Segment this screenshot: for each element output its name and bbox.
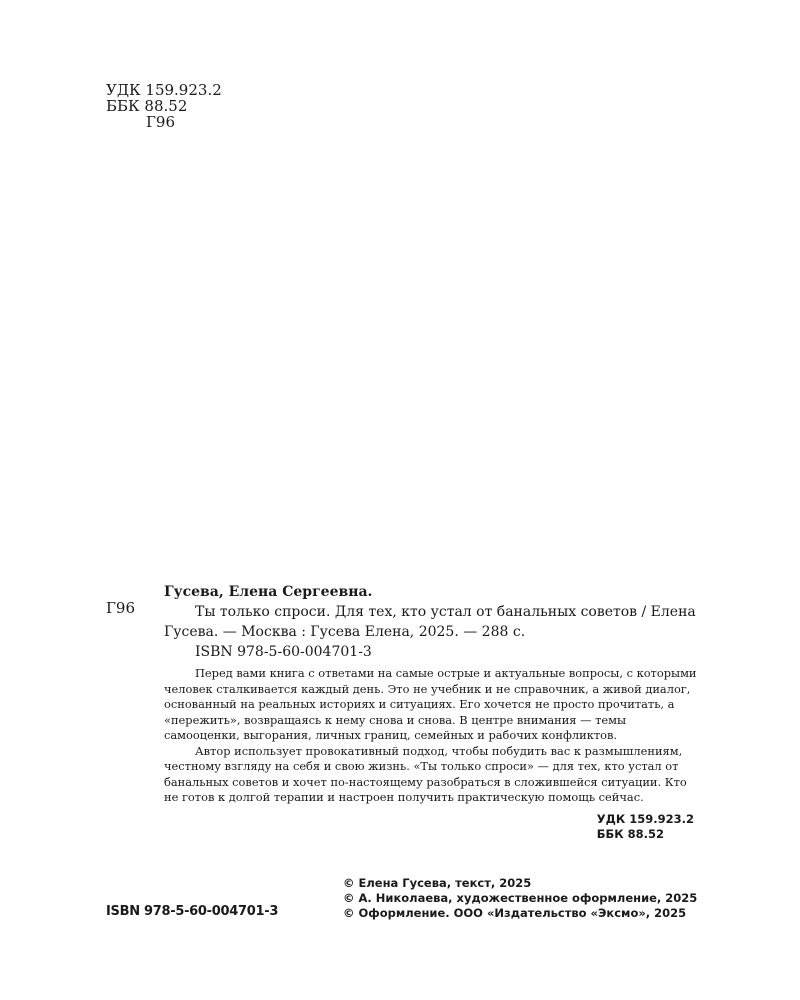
abstract-paragraph: Перед вами книга с ответами на самые острые и актуальные вопросы, с которыми человек сталкивается каждый день. Это не учебник и не справочник, а живой диалог, основанный на реальных историях и ситуациях. Его хочется не просто прочитать, а «пережить», возвращаясь к нему снова и снова. В центре внимания — темы самооценки, выгорания, личных границ, семейных и рабочих конфликтов.	[164, 666, 697, 742]
abstract	[164, 666, 702, 806]
udk-code: УДК 159.923.2	[106, 81, 222, 99]
copyright-line: © Оформление. ООО «Издательство «Эксмо», 2025	[343, 906, 687, 920]
bbk-code: ББК 88.52	[106, 97, 188, 115]
copyright-block	[343, 876, 697, 921]
bbk-code: ББК 88.52	[596, 827, 665, 841]
author-mark-side: Г96	[106, 599, 136, 617]
author-mark: Г96	[146, 113, 176, 131]
classification-codes-top	[106, 82, 222, 130]
title-description: Ты только спроси. Для тех, кто устал от банальных советов / Елена Гусева. — Москва : Гусева Елена, 2025. — 288 с.	[164, 604, 696, 640]
classification-codes-right	[597, 812, 694, 842]
copyright-line: © Елена Гусева, текст, 2025	[343, 876, 532, 890]
author-heading: Гусева, Елена Сергеевна.	[164, 584, 373, 600]
abstract-paragraph: Автор использует провокативный подход, чтобы побудить вас к размышлениям, честному взгляду на себя и свою жизнь. «Ты только спроси» — для тех, кто устал от банальных советов и хочет по-настоящему разобраться в сложившейся ситуации. Кто не готов к долгой терапии и настроен получить практическую помощь сейчас.	[164, 743, 687, 804]
udk-code: УДК 159.923.2	[596, 812, 694, 826]
copyright-line: © А. Николаева, художественное оформление, 2025	[343, 891, 698, 905]
bibliographic-entry	[164, 582, 702, 806]
isbn-entry: ISBN 978-5-60-004701-3	[195, 644, 372, 660]
isbn-bottom: ISBN 978-5-60-004701-3	[106, 904, 279, 919]
